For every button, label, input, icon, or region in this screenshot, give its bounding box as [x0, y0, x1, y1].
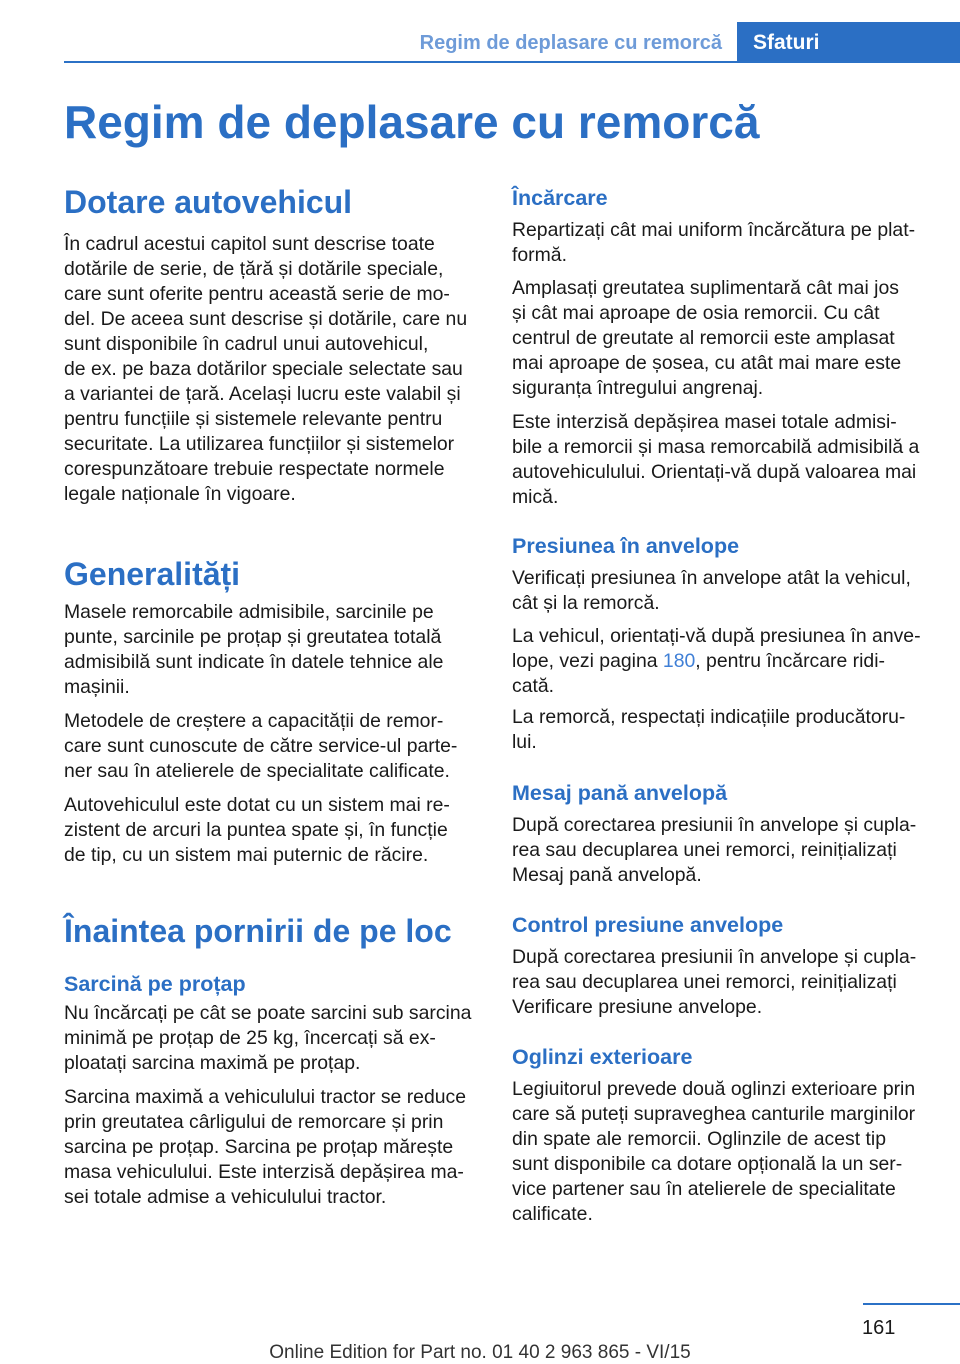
paragraph-generalitati-3: [64, 793, 482, 868]
text-line: lui.: [512, 731, 537, 753]
text-segment: lope, vezi pagina: [512, 650, 663, 672]
paragraph-control: [512, 945, 930, 1020]
text-line: În cadrul acestui capitol sunt descrise toate: [64, 233, 435, 255]
text-line: După corectarea presiunii în anvelope și cupla-: [512, 946, 917, 968]
text-line: Autovehiculul este dotat cu un sistem mai re-: [64, 794, 450, 816]
paragraph-presiunea-3: [512, 705, 930, 755]
text-line: Amplasați greutatea suplimentară cât mai jos: [512, 277, 899, 299]
text-line: sei totale admise a vehiculului tractor.: [64, 1186, 387, 1208]
text-line: prin greutatea cârligului de remorcare și prin: [64, 1111, 444, 1133]
text-line: admisibilă sunt indicate în datele tehnice ale: [64, 651, 444, 673]
heading-generalitati: Generalități: [64, 556, 241, 592]
text-line: rea sau decuplarea unei remorci, reinițializați: [512, 971, 897, 993]
text-line: corespunzătoare trebuie respectate normele: [64, 458, 445, 480]
text-line: sunt disponibile în cadrul unui autovehicul,: [64, 333, 429, 355]
text-line: de tip, cu un sistem mai puternic de răcire.: [64, 844, 429, 866]
subheading-control: Control presiune anvelope: [512, 913, 784, 937]
heading-inaintea: Înaintea pornirii de pe loc: [64, 913, 452, 949]
text-line: autovehiculului. Orientați-vă după valoarea mai: [512, 461, 917, 483]
text-line: La vehicul, orientați-vă după presiunea în anve-: [512, 625, 921, 647]
header-tab: Sfaturi: [737, 22, 960, 63]
heading-dotare: Dotare autovehicul: [64, 184, 353, 220]
text-line: punte, sarcinile pe proțap și greutatea totală: [64, 626, 442, 648]
subheading-presiunea: Presiunea în anvelope: [512, 534, 740, 558]
paragraph-generalitati-2: [64, 709, 482, 784]
text-line: Legiuitorul prevede două oglinzi exterioare prin: [512, 1078, 916, 1100]
text-line: Masele remorcabile admisibile, sarcinile pe: [64, 601, 434, 623]
text-line: del. De aceea sunt descrise și dotările, care nu: [64, 308, 468, 330]
edition-note: Online Edition for Part no. 01 40 2 963 865 - VI/15: [269, 1342, 691, 1363]
subheading-incarcare: Încărcare: [512, 186, 608, 210]
header-rule: [64, 61, 960, 63]
paragraph-sarcina-2: [64, 1085, 482, 1210]
paragraph-generalitati-1: [64, 600, 482, 700]
paragraph-oglinzi: [512, 1077, 930, 1227]
paragraph-incarcare-3: [512, 410, 930, 510]
text-line: din spate ale remorcii. Oglinzile de acest tip: [512, 1128, 886, 1150]
paragraph-incarcare-2: [512, 276, 930, 401]
text-line: Sarcina maximă a vehiculului tractor se reduce: [64, 1086, 466, 1108]
page-reference-link[interactable]: 180: [662, 650, 696, 672]
subheading-oglinzi: Oglinzi exterioare: [512, 1045, 693, 1069]
text-line: vice partener sau în atelierele de specialitate: [512, 1178, 896, 1200]
text-line: zistent de arcuri la puntea spate și, în funcție: [64, 819, 448, 841]
text-line: Nu încărcați pe cât se poate sarcini sub sarcina: [64, 1002, 472, 1024]
text-line: Este interzisă depășirea masei totale admisi-: [512, 411, 897, 433]
text-line: rea sau decuplarea unei remorci, reinițializați: [512, 839, 897, 861]
text-line: centrul de greutate al remorcii este amplasat: [512, 327, 895, 349]
text-line: siguranța întregului angrenaj.: [512, 377, 764, 399]
paragraph-presiunea-1: [512, 566, 930, 616]
page-title: Regim de deplasare cu remorcă: [64, 96, 760, 148]
text-line: de ex. pe baza dotărilor speciale selectate sau: [64, 358, 463, 380]
text-line: masa vehiculului. Este interzisă depășirea ma-: [64, 1161, 464, 1183]
text-line: a variantei de țară. Același lucru este valabil și: [64, 383, 461, 405]
text-line: Repartizați cât mai uniform încărcătura pe plat-: [512, 219, 916, 241]
header-section-title: Regim de deplasare cu remorcă: [419, 32, 722, 54]
text-line: cât și la remorcă.: [512, 592, 660, 614]
text-line: Metodele de creștere a capacității de remor-: [64, 710, 444, 732]
text-line: pentru funcțiile și sistemele relevante pentru: [64, 408, 443, 430]
text-line: minimă pe proțap de 25 kg, încercați să ex-: [64, 1027, 436, 1049]
text-line: bile a remorcii și masa remorcabilă admisibilă a: [512, 436, 920, 458]
text-line: legale naționale în vigoare.: [64, 483, 296, 505]
page-number: 161: [862, 1317, 896, 1339]
text-line: După corectarea presiunii în anvelope și cupla-: [512, 814, 917, 836]
text-line: ner sau în atelierele de specialitate calificate.: [64, 760, 450, 782]
text-line: Verificați presiunea în anvelope atât la vehicul,: [512, 567, 911, 589]
text-line: [512, 649, 930, 674]
text-line: Verificare presiune anvelope.: [512, 996, 763, 1018]
paragraph-mesaj: [512, 813, 930, 888]
paragraph-presiunea-2: [512, 624, 930, 699]
subheading-sarcina: Sarcină pe proțap: [64, 972, 246, 996]
text-line: La remorcă, respectați indicațiile producătoru-: [512, 706, 906, 728]
text-line: ploatați sarcina maximă pe proțap.: [64, 1052, 361, 1074]
subheading-mesaj: Mesaj pană anvelopă: [512, 781, 728, 805]
text-line: cată.: [512, 675, 555, 697]
text-line: calificate.: [512, 1203, 593, 1225]
text-line: sunt disponibile ca dotare opțională la un ser-: [512, 1153, 903, 1175]
paragraph-incarcare-1: [512, 218, 930, 268]
text-line: formă.: [512, 244, 567, 266]
text-segment: , pentru încărcare ridi-: [695, 650, 885, 672]
text-line: sarcina pe proțap. Sarcina pe proțap mărește: [64, 1136, 454, 1158]
text-line: dotările de serie, de țără și dotările speciale,: [64, 258, 444, 280]
paragraph-dotare: [64, 232, 482, 507]
text-line: Mesaj pană anvelopă.: [512, 864, 702, 886]
text-line: securitate. La utilizarea funcțiilor și sistemelor: [64, 433, 455, 455]
text-line: mică.: [512, 486, 559, 508]
paragraph-sarcina-1: [64, 1001, 482, 1076]
text-line: care sunt oferite pentru această serie de mo-: [64, 283, 450, 305]
text-line: mașinii.: [64, 676, 130, 698]
text-line: care să puteți supraveghea canturile marginilor: [512, 1103, 916, 1125]
footer-rule: [863, 1303, 960, 1305]
text-line: mai aproape de șosea, cu atât mai mare este: [512, 352, 902, 374]
text-line: și cât mai aproape de osia remorcii. Cu cât: [512, 302, 880, 324]
text-line: care sunt cunoscute de către service-ul parte-: [64, 735, 458, 757]
